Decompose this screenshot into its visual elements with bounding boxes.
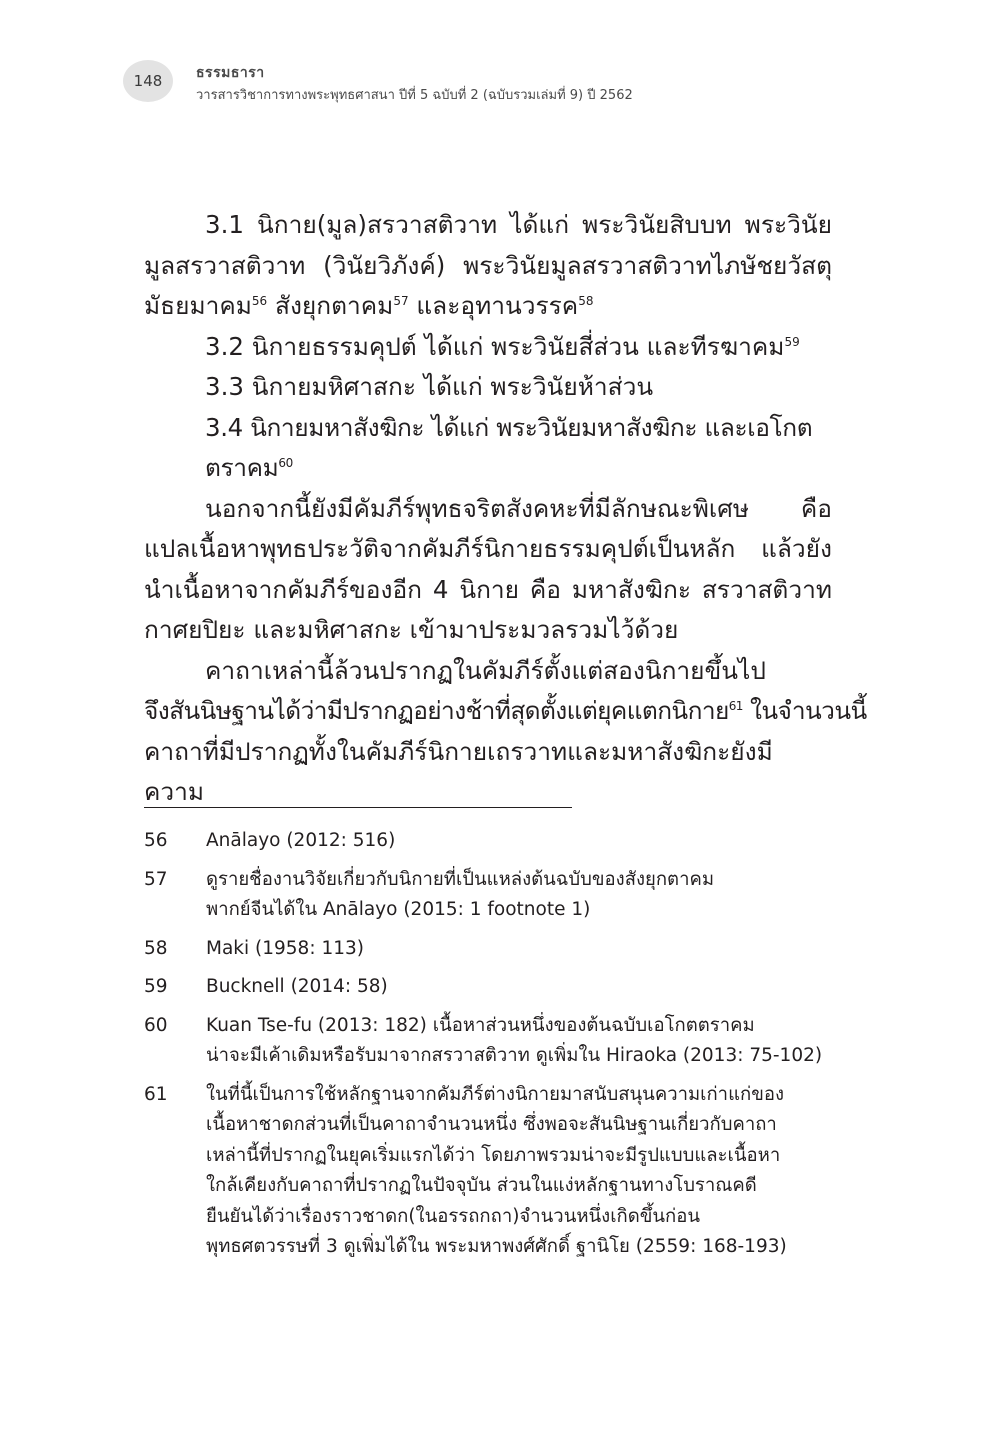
footnote-ref[interactable]: 61 — [728, 698, 743, 713]
footnote-line: ในที่นี้เป็นการใช้หลักฐานจากคัมภีร์ต่างนิกายมาสนับสนุนความเก่าแก่ของ — [206, 1083, 784, 1105]
footnote-ref[interactable]: 60 — [278, 455, 293, 470]
footnote-line: Kuan Tse-fu (2013: 182) เนื้อหาส่วนหนึ่งของต้นฉบับเอโกตตราคม — [206, 1014, 755, 1036]
footnote-line: ยืนยันได้ว่าเรื่องราวชาดก(ในอรรถกถา)จำนวนหนึ่งเกิดขึ้นก่อน — [206, 1205, 701, 1227]
footnote-line: Maki (1958: 113) — [206, 937, 364, 959]
body-text-span: และอุทานวรรค — [416, 291, 579, 320]
body-text-span: 3.2 นิกายธรรมคุปต์ ได้แก่ พระวินัยสี่ส่วน และทีรฆาคม — [205, 331, 785, 361]
footnote-text — [206, 1011, 832, 1072]
body-text-span: 3.4 นิกายมหาสังฆิกะ ได้แก่ พระวินัยมหาสังฆิกะ และเอโกตตราคม — [205, 412, 813, 482]
footnote-number: 57 — [144, 868, 168, 890]
footnote-text — [206, 826, 832, 857]
body-text-span: จึงสันนิษฐานได้ว่ามีปรากฏอย่างช้าที่สุดตั้งแต่ยุคแตกนิกาย — [144, 696, 729, 725]
body-line — [144, 691, 867, 732]
body-line — [144, 286, 832, 327]
body-text-span: สังยุกตาคม — [274, 291, 394, 320]
footnote-number: 58 — [144, 937, 168, 959]
body-line — [144, 327, 832, 368]
footnote-line: ดูรายชื่องานวิจัยเกี่ยวกับนิกายที่เป็นแหล่งต้นฉบับของสังยุกตาคม — [206, 868, 715, 890]
footnote-ref[interactable]: 59 — [784, 334, 800, 349]
footnote-line: เหล่านี้ที่ปรากฏในยุคเริ่มแรกได้ว่า โดยภาพรวมน่าจะมีรูปแบบและเนื้อหา — [206, 1144, 781, 1166]
footnote-text — [206, 972, 832, 1003]
footnote-number: 60 — [144, 1014, 168, 1036]
footnotes — [144, 826, 832, 1271]
footnote — [144, 972, 832, 1003]
footnote-number: 56 — [144, 830, 168, 851]
body-line — [144, 408, 832, 489]
page-number-badge — [123, 60, 173, 102]
footnote-line: ใกล้เคียงกับคาถาที่ปรากฏในปัจจุบัน ส่วนในแง่หลักฐานทางโบราณคดี — [206, 1175, 757, 1196]
footnote-number: 59 — [144, 976, 168, 997]
journal-subtitle: วารสารวิชาการทางพระพุทธศาสนา ปีที่ 5 ฉบับที่ 2 (ฉบับรวมเล่มที่ 9) ปี 2562 — [196, 88, 633, 103]
footnote — [144, 826, 832, 857]
footnote-line: Anālayo (2012: 516) — [206, 830, 396, 851]
footnote — [144, 1080, 832, 1263]
body-line: นอกจากนี้ยังมีคัมภีร์พุทธจริตสังคหะที่มีลักษณะพิเศษ คือ — [205, 493, 832, 523]
footnote — [144, 1011, 832, 1072]
footnote-line: Bucknell (2014: 58) — [206, 976, 388, 997]
footnote-ref[interactable]: 57 — [393, 293, 409, 308]
footnote-number: 61 — [144, 1083, 168, 1105]
footnote-text — [206, 934, 832, 965]
body-text-span: มัธยมาคม — [144, 291, 252, 320]
footnote-line: พากย์จีนได้ใน Anālayo (2015: 1 footnote 1) — [206, 899, 591, 920]
body-line: 3.3 นิกายมหิศาสกะ ได้แก่ พระวินัยห้าส่วน — [205, 372, 654, 401]
footnote-ref[interactable]: 58 — [578, 293, 594, 308]
body-line: คาถาที่มีปรากฏทั้งในคัมภีร์นิกายเถรวาทและมหาสังฆิกะยังมีความ — [144, 736, 773, 806]
body-text-span: ในจำนวนนี้ — [750, 696, 867, 725]
page-number: 148 — [133, 72, 163, 90]
footnote — [144, 934, 832, 965]
footnote-line: พุทธศตวรรษที่ 3 ดูเพิ่มได้ใน พระมหาพงศ์ศักดิ์ ฐานิโย (2559: 168-193) — [206, 1236, 787, 1257]
body-line: กาศยปิยะ และมหิศาสกะ เข้ามาประมวลรวมไว้ด้วย — [144, 615, 679, 644]
body-line: มูลสรวาสติวาท (วินัยวิภังค์) พระวินัยมูลสรวาสติวาทไภษัชยวัสตุ — [144, 250, 832, 280]
footnote-ref[interactable]: 56 — [251, 293, 268, 308]
journal-name: ธรรมธารา — [196, 65, 265, 81]
footnote-text — [206, 865, 832, 926]
body-line: นำเนื้อหาจากคัมภีร์ของอีก 4 นิกาย คือ มหาสังฆิกะ สรวาสติวาท — [144, 574, 832, 604]
body-line: แปลเนื้อหาพุทธประวัติจากคัมภีร์นิกายธรรมคุปต์เป็นหลัก แล้วยัง — [144, 534, 832, 563]
footnote — [144, 865, 832, 926]
footnote-divider — [144, 807, 572, 808]
footnote-line: เนื้อหาชาดกส่วนที่เป็นคาถาจำนวนหนึ่ง ซึ่งพอจะสันนิษฐานเกี่ยวกับคาถา — [206, 1114, 777, 1135]
body-line: 3.1 นิกาย(มูล)สรวาสติวาท ได้แก่ พระวินัยสิบบท พระวินัย — [205, 210, 832, 239]
footnote-line: น่าจะมีเค้าเดิมหรือรับมาจากสรวาสติวาท ดูเพิ่มใน Hiraoka (2013: 75-102) — [206, 1045, 823, 1066]
footnote-text — [206, 1080, 832, 1263]
body-line: คาถาเหล่านี้ล้วนปรากฏในคัมภีร์ตั้งแต่สองนิกายขึ้นไป — [205, 655, 766, 685]
main-text — [144, 205, 867, 813]
